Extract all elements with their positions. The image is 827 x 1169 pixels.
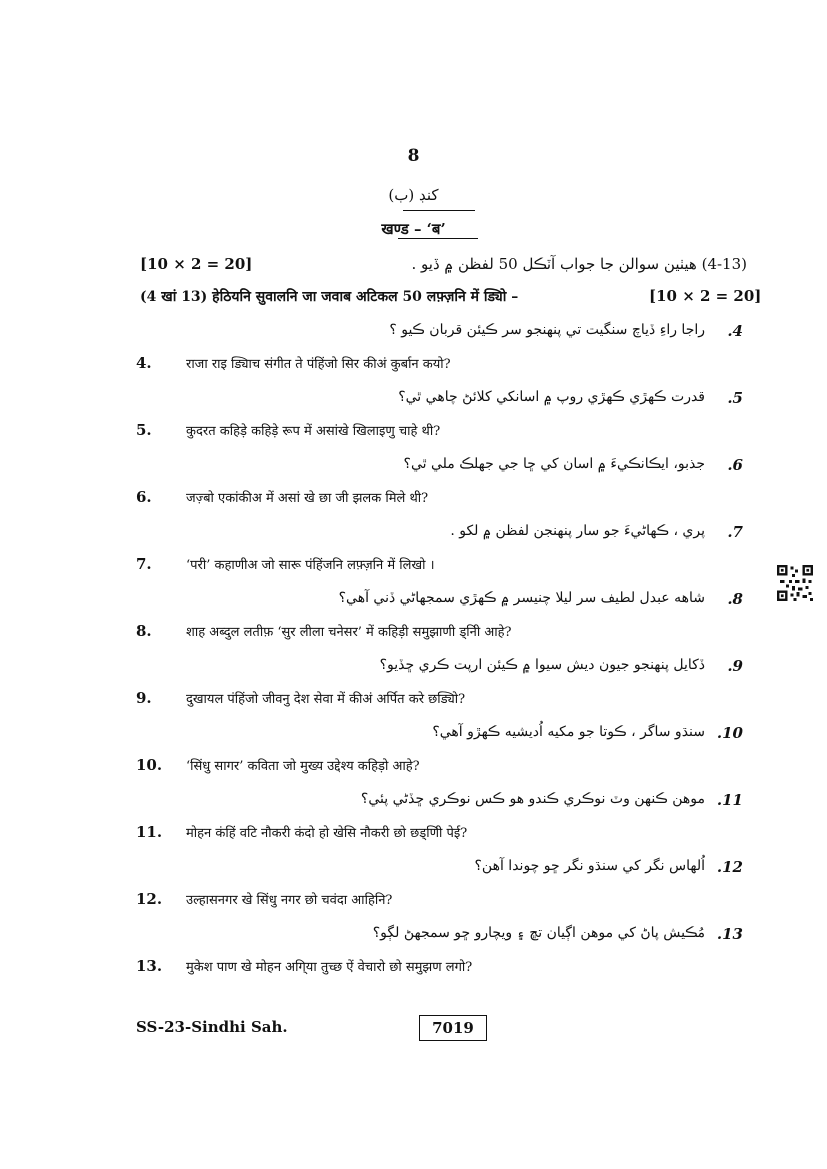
question-text-sindhi: پري ، ڪهاڻيءَ جو سار پنهنجن لفظن ۾ لکو . [450,523,705,539]
question-number-sindhi: .12 [716,858,743,876]
question-text-sindhi: ڏکايل پنهنجو جيون ديش سيوا ۾ ڪيئن ارپت ڪري ڇڏيو؟ [379,657,705,673]
instruction-sindhi-marks: [10 × 2 = 20] [140,255,253,273]
question-number-hindi: 6. [136,488,152,506]
question-text-sindhi: مُڪيش پاڻ کي موهن اڳيان تڇ ۽ ويچارو ڇو سمجهڻ لڳو؟ [372,925,705,941]
question-text-hindi: मोहन कंहिं वटि नौकरी कंदो हो खेसि नौकरी छो छड्णिी पेई? [186,826,468,841]
question-text-hindi: कुदरत कहिड़े कहिड़े रूप में असांखे खिलाइणु चाहे थी? [186,424,441,439]
question-text-sindhi: اُلهاس نگر کي سنڌو نگر ڇو چوندا آهن؟ [474,858,705,874]
question-text-hindi: उल्हासनगर खे सिंधु नगर छो चवंदा आहिनि? [186,893,393,908]
section-title-hindi-underline [398,238,478,239]
question-number-hindi: 8. [136,622,152,640]
question-number-sindhi: .7 [727,523,743,541]
question-number-sindhi: .5 [727,389,743,407]
question-number-sindhi: .11 [716,791,743,809]
question-text-sindhi: قدرت ڪهڙي ڪهڙي روپ ۾ اسانکي کلائڻ چاهي ٿي؟ [398,389,705,405]
question-number-sindhi: .6 [727,456,743,474]
question-number-sindhi: .13 [716,925,743,943]
question-number-hindi: 12. [136,890,163,908]
question-text-sindhi: راجا راءِ ڏياچ سنگيت تي پنهنجو سر ڪيئن قربان ڪيو ؟ [389,322,705,338]
question-text-sindhi: شاهه عبدل لطيف سر ليلا چنيسر ۾ ڪهڙي سمجهاڻي ڏني آهي؟ [338,590,705,606]
instruction-hindi: (4 खां 13) हेठियनि सुवालनि जा जवाब अटिकल 50 लफ़्ज़नि में ड्यिो – [140,289,519,305]
question-text-hindi: ‘सिंधु सागर’ कविता जो मुख्य उद्देश्य कहिड़ो आहे? [186,759,420,774]
paper-code: SS-23-Sindhi Sah. [136,1018,288,1036]
question-number-hindi: 5. [136,421,152,439]
question-number-sindhi: .10 [716,724,743,742]
question-number-hindi: 11. [136,823,163,841]
instruction-hindi-marks: [10 × 2 = 20] [649,287,762,305]
question-number-hindi: 7. [136,555,152,573]
question-number-sindhi: .9 [727,657,743,675]
section-title-hindi: खण्ड – ‘ब’ [381,220,446,238]
question-text-hindi: मुकेश पाण खे मोहन अगि्या तुच्छ ऐं वेचारो छो समुझण लगो? [186,960,473,975]
question-text-hindi: शाह अब्दुल लतीफ़ ‘सुर लीला चनेसर’ में कहिड़ी समुझाणी ड्निी आहे? [186,625,512,640]
question-number-hindi: 13. [136,957,163,975]
question-text-hindi: ‘परी’ कहाणीअ जो सारू पंहिंजनि लफ़्ज़नि में लिखो । [186,558,435,573]
section-title-sindhi-underline [403,210,475,211]
question-text-hindi: दुखायल पंहिंजो जीवनु देश सेवा में कीअं अर्पित करे छड्यिो? [186,692,466,707]
qr-code-icon [777,565,813,601]
question-number-hindi: 9. [136,689,152,707]
question-number-hindi: 10. [136,756,163,774]
question-text-hindi: राजा राइ ड्यिाच संगीत ते पंहिंजो सिर कीअं कुर्बान कयो? [186,357,451,372]
question-text-sindhi: موهن ڪنهن وٽ نوڪري ڪندو هو ڪس نوڪري ڇڏڻي پئي؟ [360,791,705,807]
page-number: 8 [407,146,420,166]
question-number-hindi: 4. [136,354,152,372]
question-text-sindhi: سنڌو ساگر ، ڪوتا جو مکيه اُديشيه ڪهڙو آهي؟ [432,724,705,740]
question-number-sindhi: .4 [727,322,743,340]
instruction-sindhi: (4-13) هيٺين سوالن جا جواب آٽڪل 50 لفظن ۾ ڏيو . [411,255,747,273]
paper-number-box: 7019 [419,1015,487,1041]
section-title-sindhi: کنڊ (ب) [388,186,439,204]
question-number-sindhi: .8 [727,590,743,608]
question-text-sindhi: جذبو، ايڪانڪيءَ ۾ اسان کي ڇا جي جهلڪ ملي ٿي؟ [403,456,705,472]
question-text-hindi: जज़्बो एकांकीअ में असां खे छा जी झलक मिले थी? [186,491,429,506]
